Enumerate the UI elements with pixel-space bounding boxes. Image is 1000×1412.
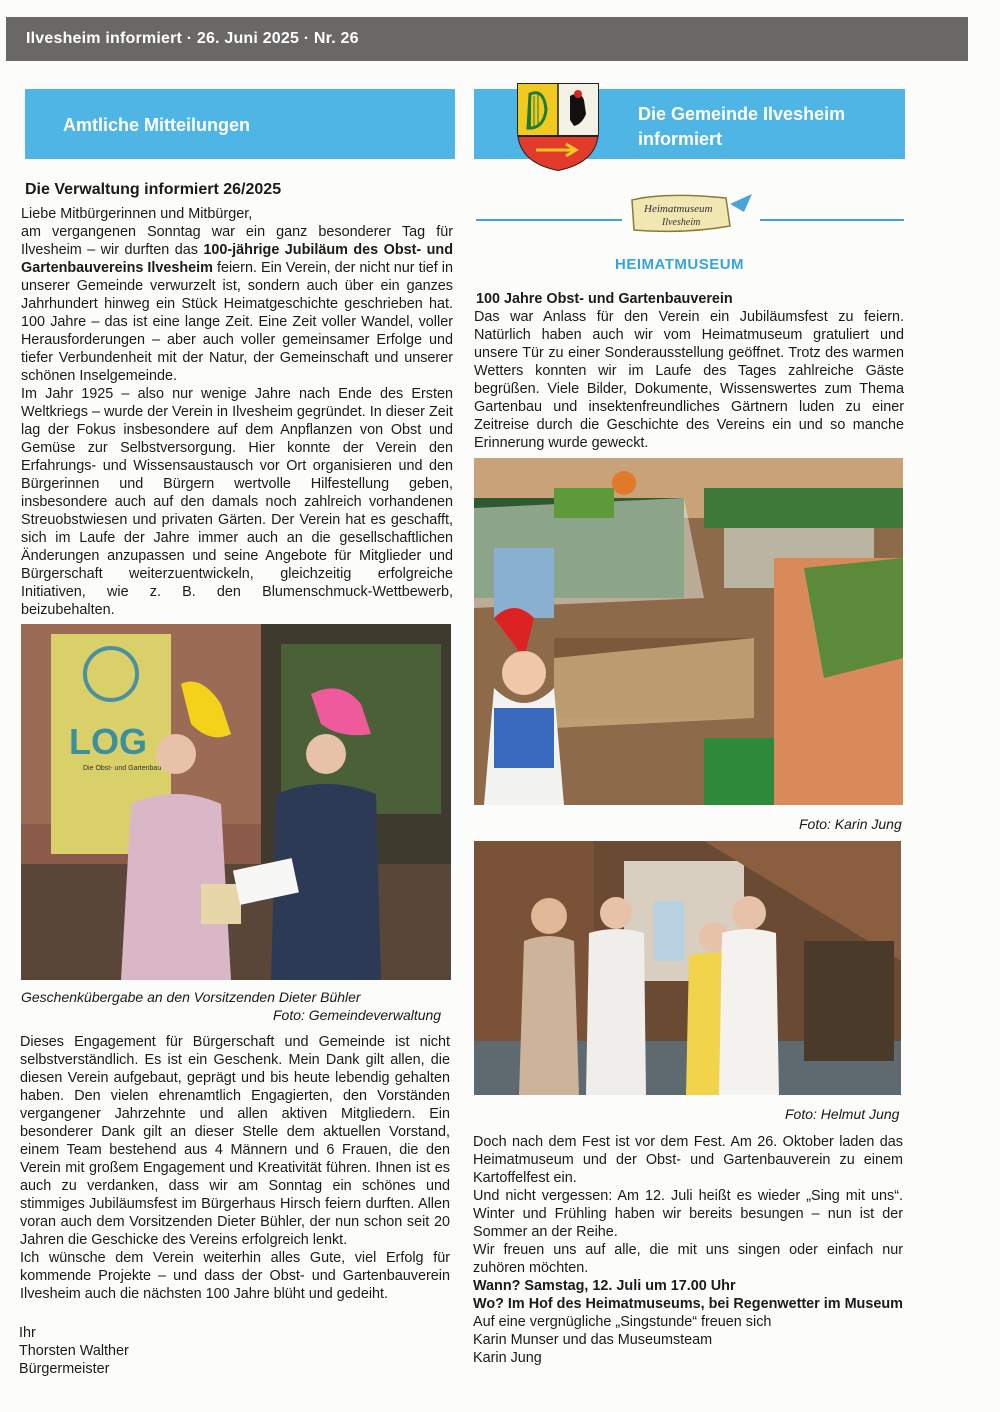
right-paragraph-5: Auf eine vergnügliche „Singstunde“ freuen sich: [473, 1314, 772, 1330]
right-paragraph-6: Karin Munser und das Museumsteam: [473, 1332, 713, 1348]
right-article-title: 100 Jahre Obst- und Gartenbauverein: [476, 291, 733, 307]
signature-title: Bürgermeister: [19, 1361, 110, 1377]
section-banner-amtliche: [25, 89, 455, 159]
banner-right-line2: informiert: [638, 129, 723, 149]
right-photo-2-credit: Foto: Helmut Jung: [785, 1106, 900, 1122]
left-greeting: Liebe Mitbürgerinnen und Mitbürger,: [21, 206, 253, 222]
museum-logo-line2: Ilvesheim: [662, 217, 701, 228]
right-photo-1-credit: Foto: Karin Jung: [799, 816, 902, 832]
left-p1-text-a: am vergangenen Sonntag war ein ganz besonderer Tag für Ilvesheim – wir durften das: [21, 224, 453, 258]
right-paragraph-4: Wir freuen uns auf alle, die mit uns singen oder einfach nur zuhören möchten.: [473, 1242, 903, 1276]
left-paragraph-3: Dieses Engagement für Bürgerschaft und Gemeinde ist nicht selbstverständlich. Es ist ein Geschenk. Mein Dank gilt allen, die diesen Verein aufgebaut, geprägt und bis heute lebendig gehalten haben. Den vielen ehrenamtlich Engagierten, den Vorständen vergangener Jahrzehnte und allen aktiven Mitgliedern. Ein besonderer Dank gilt an dieser Stelle dem aktuellen Vorstand, einem Team bestehend aus 4 Männern und 6 Frauen, die den Verein mit großem Engagement und Kreativität führen. Ihnen ist es auch zu verdanken, dass wir am Sonntag ein schönes und stimmiges Jubiläumsfest im Bürgerhaus Hirsch feiern durften. Allen voran auch dem Vorsitzenden Dieter Bühler, der nun schon seit 20 Jahren die Geschicke des Vereins erfolgreich lenkt.: [20, 1034, 450, 1248]
left-photo-caption: Geschenkübergabe an den Vorsitzenden Dieter Bühler: [21, 989, 361, 1005]
signature-name: Thorsten Walther: [19, 1343, 129, 1359]
right-article-body: [474, 308, 904, 452]
museum-logo-line1: Heimatmuseum: [644, 203, 713, 215]
left-p1-bold: 100-jährige Jubiläum des Obst- und Gartenbauvereins Ilvesheim: [21, 242, 453, 276]
photo-gift-handover: [21, 624, 451, 980]
page-header-text: Ilvesheim informiert · 26. Juni 2025 · Nr. 26: [26, 30, 359, 47]
photo-banner-small: Die Obst- und Gartenbau: [83, 765, 162, 772]
event-when: Wann? Samstag, 12. Juli um 17.00 Uhr: [473, 1278, 736, 1294]
left-article-title: Die Verwaltung informiert 26/2025: [25, 181, 282, 198]
left-paragraph-4: Ich wünsche dem Verein weiterhin alles Gute, viel Erfolg für kommende Projekte – und dass der Obst- und Gartenbauverein Ilvesheim auch die nächsten 100 Jahre blüht und gedeiht.: [20, 1250, 450, 1302]
right-paragraph-3: Und nicht vergessen: Am 12. Juli heißt es wieder „Sing mit uns“. Winter und Frühling haben wir bereits besungen – nun ist der Sommer an der Reihe.: [473, 1188, 903, 1240]
left-article-body: [21, 205, 453, 619]
photo-exhibition: [474, 458, 903, 805]
banner-left-label: Amtliche Mitteilungen: [63, 115, 251, 135]
museum-divider-left: [476, 219, 622, 221]
signature-block: [19, 1324, 129, 1378]
coat-of-arms-icon: [514, 80, 602, 172]
left-paragraph-1: [21, 223, 453, 385]
event-where: Wo? Im Hof des Heimatmuseums, bei Regenwetter im Museum: [473, 1296, 903, 1312]
right-paragraph-7: Karin Jung: [473, 1350, 542, 1366]
left-paragraph-2: Im Jahr 1925 – also nur wenige Jahre nach Ende des Ersten Weltkriegs – wurde der Verein in Ilvesheim gegründet. In dieser Zeit lag der Fokus insbesondere auf dem Anpflanzen von Obst und Gemüse zur Selbstversorgung. Hier konnte der Verein den Erfahrungs- und Wissensaustausch vor Ort organisieren und den Bürgerinnen und Bürgern wertvolle Hilfestellung geben, insbesondere auch auf den damals noch zahlreich vorhandenen Streuobstwiesen und privaten Gärten. Der Verein hat es geschafft, sich im Laufe der Jahre immer auch an die gesellschaftlichen Änderungen anzupassen und seine Angebote für Mitglieder und Bürgerschaft weiterzuentwickeln, gleichzeitig erfolgreiche Initiativen, wie z. B. den Blumenschmuck-Wettbewerb, beizubehalten.: [21, 386, 453, 618]
signature-salutation: Ihr: [19, 1325, 36, 1341]
right-paragraph-1: Das war Anlass für den Verein ein Jubiläumsfest zu feiern. Natürlich haben auch wir vom Heimatmuseum gratuliert und unsere Tür zu einer Sonderausstellung geöffnet. Trotz des warmen Wetters konnten wir im Laufe des Tages zahlreiche Gäste begrüßen. Viele Bilder, Dokumente, Wissenswertes zum Thema Gartenbau und insektenfreundliches Gärtnern luden zu einer Zeitreise durch die Geschichte des Vereins ein und so manche Erinnerung wurde geweckt.: [474, 309, 904, 451]
banner-right-line1: Die Gemeinde Ilvesheim: [638, 104, 846, 124]
right-article-body-2: [473, 1133, 903, 1367]
left-p1-text-c: feiern. Ein Verein, der nicht nur tief in unserer Gemeinde verwurzelt ist, sondern auch über ein ganzes Jahrhundert hinweg ein Stück Heimatgeschichte geschrieben hat. 100 Jahre – das ist eine lange Zeit. Eine Zeit voller Wandel, voller Herausforderungen – aber auch voller gemeinsamer Erfolge und tiefer Verbundenheit mit der Natur, der Gemeinschaft und unserer schönen Inselgemeinde.: [21, 260, 453, 384]
photo-museum-visitors: [474, 841, 901, 1095]
museum-logo-icon: [626, 190, 756, 240]
photo-banner-text: LOG: [69, 721, 147, 762]
museum-label: HEIMATMUSEUM: [615, 256, 745, 273]
left-photo-credit: Foto: Gemeindeverwaltung: [273, 1007, 442, 1023]
banner-right-label: [638, 102, 878, 152]
museum-divider-right: [760, 219, 904, 221]
right-paragraph-2: Doch nach dem Fest ist vor dem Fest. Am 26. Oktober laden das Heimatmuseum und der Obst- und Gartenbauverein zu einem Kartoffelfest ein.: [473, 1134, 903, 1186]
left-article-body-2: [20, 1033, 450, 1303]
